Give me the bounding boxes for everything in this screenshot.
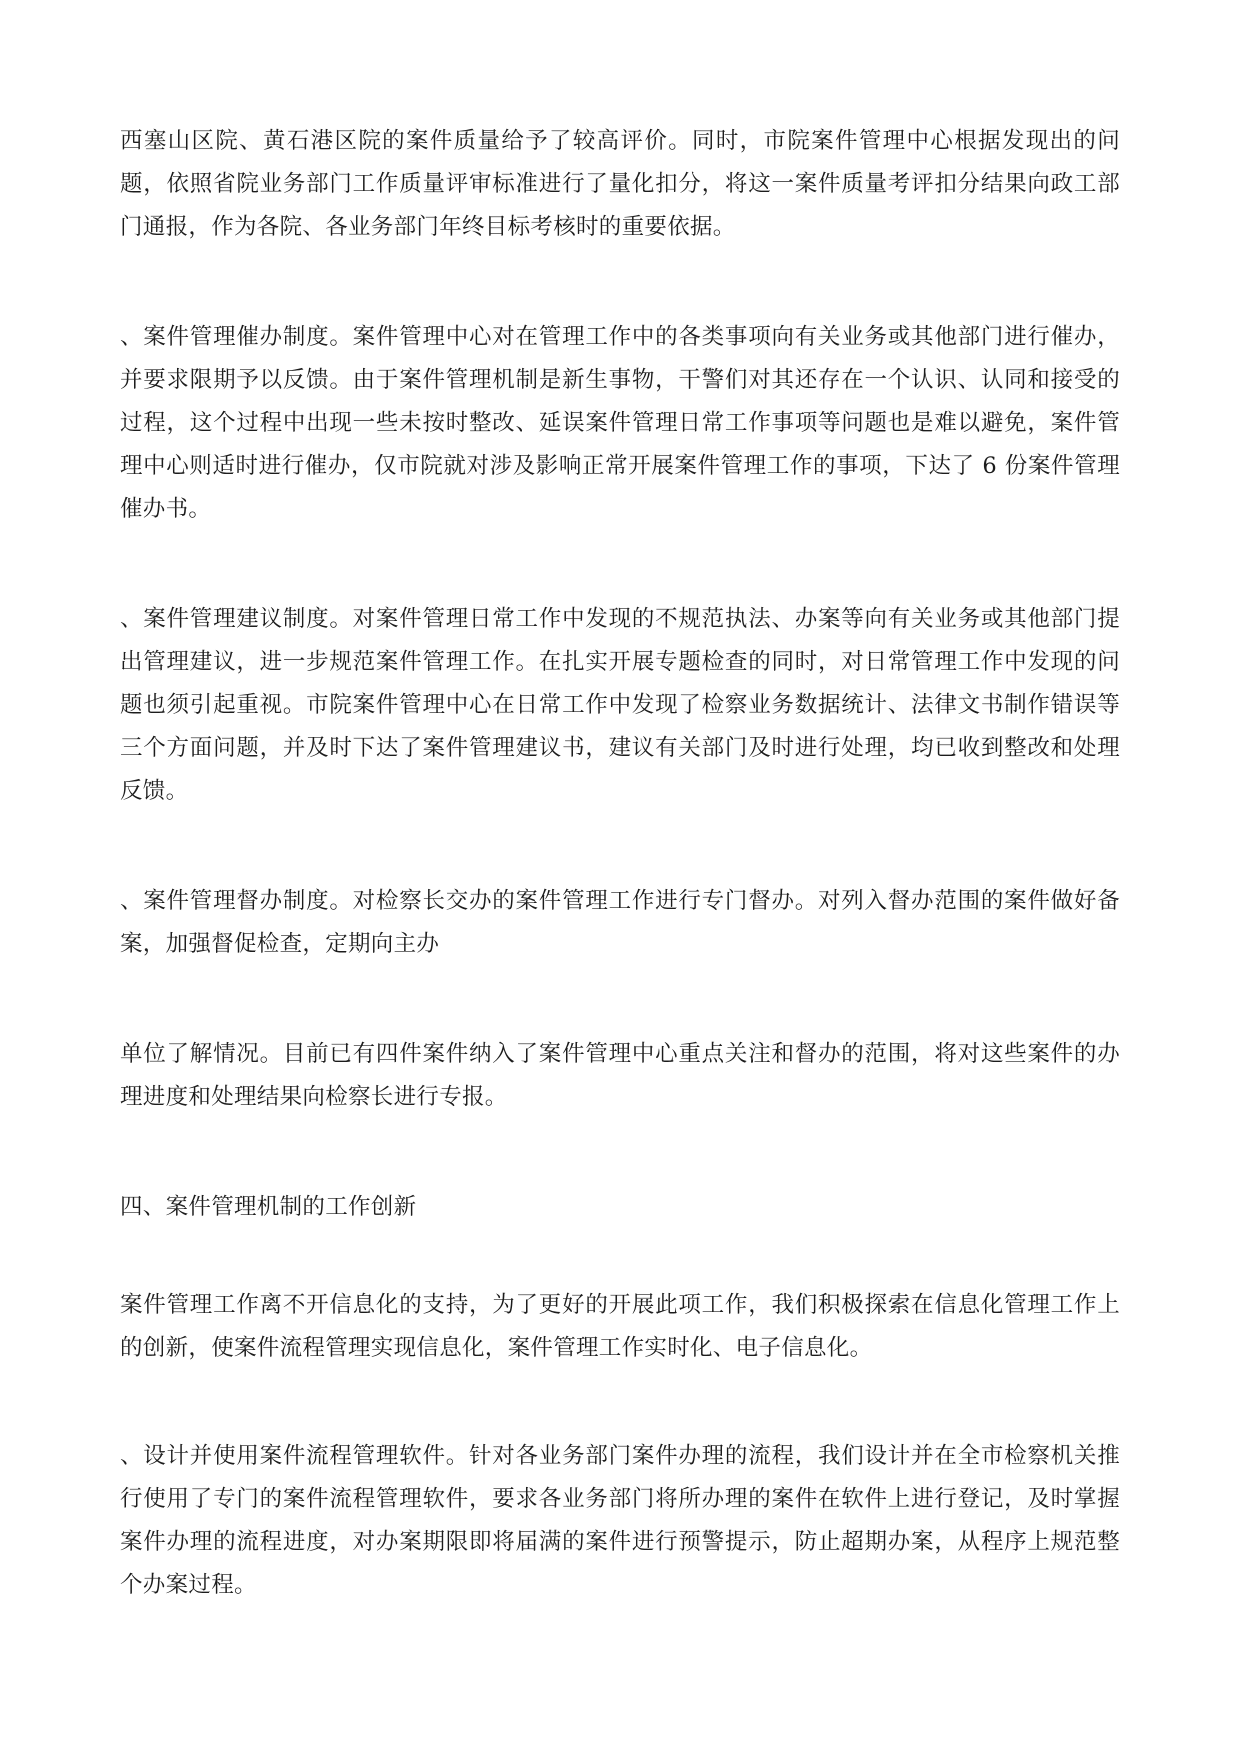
section-heading-innovation: 四、案件管理机制的工作创新 — [120, 1194, 417, 1220]
paragraph-supervision-continued: 单位了解情况。目前已有四件案件纳入了案件管理中心重点关注和督办的范围，将对这些案件的办理进度和处理结果向检察长进行专报。 — [120, 1041, 1120, 1110]
paragraph-process-software: 、设计并使用案件流程管理软件。针对各业务部门案件办理的流程，我们设计并在全市检察机关推行使用了专门的案件流程管理软件，要求各业务部门将所办理的案件在软件上进行登记，及时掌握案件办理的流程进度，对办案期限即将届满的案件进行预警提示，防止超期办案，从程序上规范整个办案过程。 — [120, 1443, 1120, 1598]
paragraph-urging-system: 、案件管理催办制度。案件管理中心对在管理工作中的各类事项向有关业务或其他部门进行催办，并要求限期予以反馈。由于案件管理机制是新生事物，干警们对其还存在一个认识、认同和接受的过程，这个过程中出现一些未按时整改、延误案件管理日常工作事项等问题也是难以避免，案件管理中心则适时进行催办，仅市院就对涉及影响正常开展案件管理工作的事项，下达了 6 份案件管理催办书。 — [120, 324, 1120, 522]
paragraph-informatization: 案件管理工作离不开信息化的支持，为了更好的开展此项工作，我们积极探索在信息化管理工作上的创新，使案件流程管理实现信息化，案件管理工作实时化、电子信息化。 — [120, 1292, 1120, 1361]
paragraph-suggestion-system: 、案件管理建议制度。对案件管理日常工作中发现的不规范执法、办案等向有关业务或其他部门提出管理建议，进一步规范案件管理工作。在扎实开展专题检查的同时，对日常管理工作中发现的问题也须引起重视。市院案件管理中心在日常工作中发现了检察业务数据统计、法律文书制作错误等三个方面问题，并及时下达了案件管理建议书，建议有关部门及时进行处理，均已收到整改和处理反馈。 — [120, 606, 1120, 804]
paragraph-case-quality-evaluation: 西塞山区院、黄石港区院的案件质量给予了较高评价。同时，市院案件管理中心根据发现出的问题，依照省院业务部门工作质量评审标准进行了量化扣分，将这一案件质量考评扣分结果向政工部门通报，作为各院、各业务部门年终目标考核时的重要依据。 — [120, 128, 1120, 240]
paragraph-supervision-system: 、案件管理督办制度。对检察长交办的案件管理工作进行专门督办。对列入督办范围的案件做好备案，加强督促检查，定期向主办 — [120, 888, 1120, 957]
